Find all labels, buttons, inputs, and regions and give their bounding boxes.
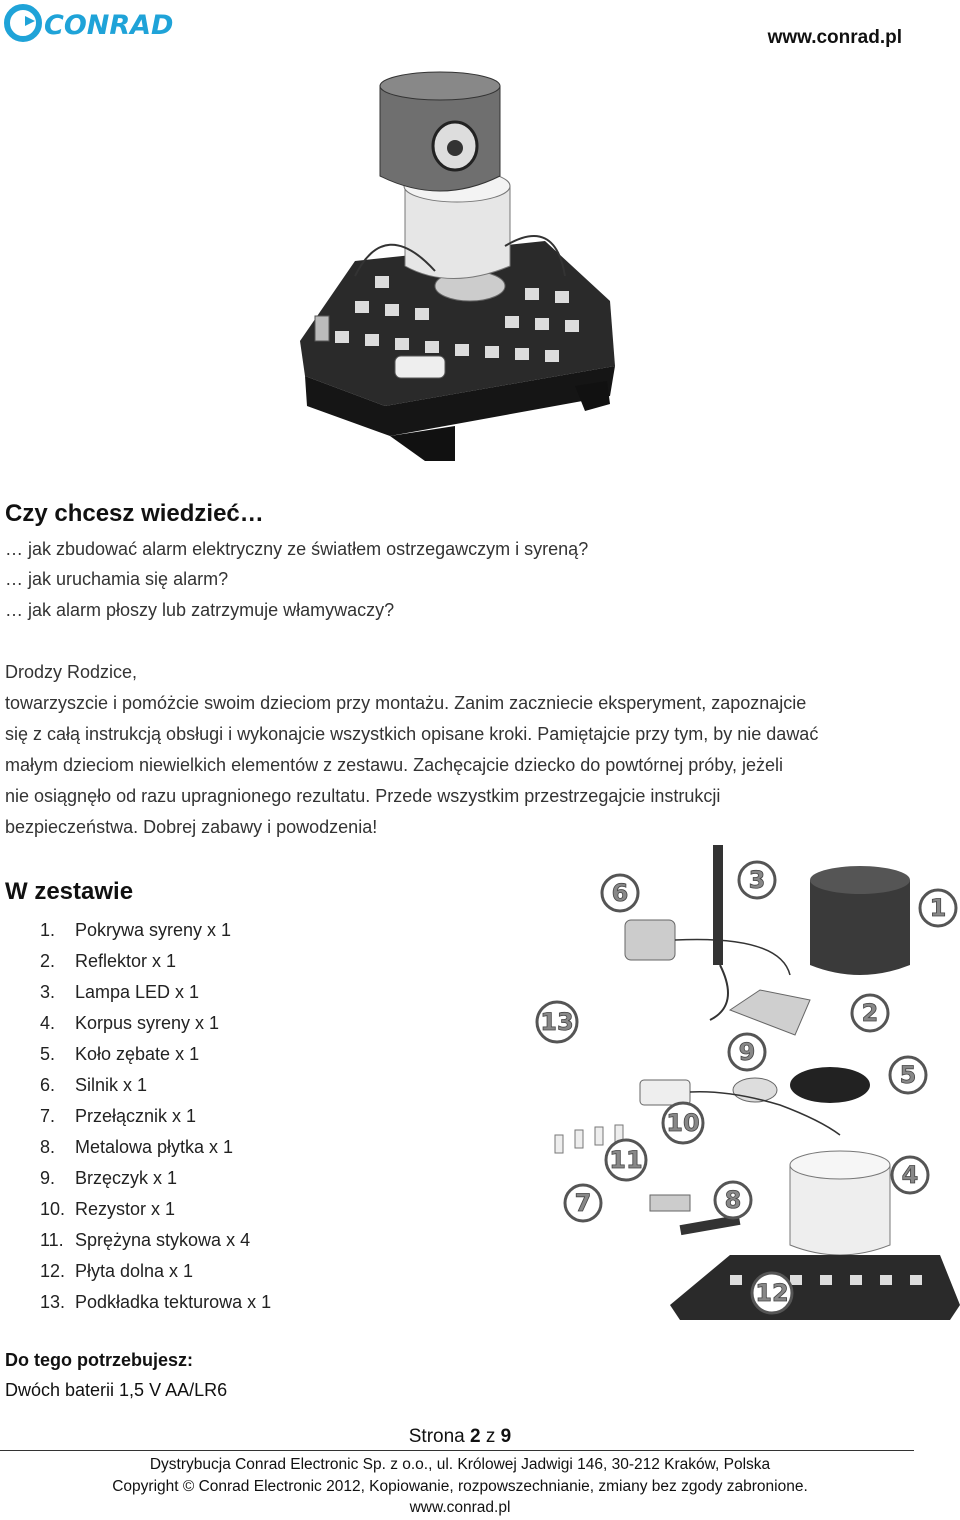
item-number: 4. bbox=[40, 1013, 56, 1033]
note-line-2: się z całą instrukcją obsługi i wykonajcie wszystkich opisane kroki. Pamiętajcie przy tym, by nie dawać bbox=[5, 724, 819, 744]
item-text: Reflektor x 1 bbox=[75, 951, 177, 971]
page-mid: z bbox=[480, 1426, 501, 1447]
site-url[interactable]: www.conrad.pl bbox=[767, 27, 902, 48]
page-total: 9 bbox=[500, 1426, 512, 1447]
list-item bbox=[40, 946, 271, 977]
part-label-2 bbox=[852, 995, 888, 1031]
list-item bbox=[40, 1008, 271, 1039]
item-text: Pokrywa syreny x 1 bbox=[75, 920, 232, 940]
part-label-5 bbox=[890, 1057, 926, 1093]
item-number: 6. bbox=[40, 1075, 56, 1095]
section-title-intro: Czy chcesz wiedzieć… bbox=[5, 500, 264, 527]
item-text: Koło zębate x 1 bbox=[75, 1044, 200, 1064]
item-number: 2. bbox=[40, 951, 56, 971]
item-text: Sprężyna stykowa x 4 bbox=[75, 1230, 251, 1250]
question-2: … jak uruchamia się alarm? bbox=[5, 569, 229, 589]
part-label-10 bbox=[663, 1103, 703, 1143]
item-text: Rezystor x 1 bbox=[75, 1199, 176, 1219]
part-label-8 bbox=[715, 1182, 751, 1218]
note-line-4: nie osiągnęło od razu upragnionego rezultatu. Przede wszystkim przestrzegajcie instrukcji bbox=[5, 786, 721, 806]
part-label-6 bbox=[602, 875, 638, 911]
list-item bbox=[40, 1287, 271, 1318]
item-number: 1. bbox=[40, 920, 56, 940]
list-item bbox=[40, 1163, 271, 1194]
svg-text:13: 13 bbox=[540, 1008, 574, 1036]
note-line-3: małym dzieciom niewielkich elementów z zestawu. Zachęcajcie dziecko do powtórnej próby, jeżeli bbox=[5, 755, 784, 775]
section-title-kit: W zestawie bbox=[5, 878, 134, 905]
svg-text:2: 2 bbox=[861, 999, 879, 1027]
page-current: 2 bbox=[470, 1426, 481, 1447]
logo-text: CONRAD bbox=[44, 10, 174, 41]
item-text: Metalowa płytka x 1 bbox=[75, 1137, 234, 1157]
item-number: 10. bbox=[40, 1199, 66, 1219]
page-number bbox=[0, 1426, 920, 1448]
part-label-3 bbox=[739, 862, 775, 898]
assembled-alarm-image bbox=[295, 66, 635, 476]
requirements-text: Dwóch baterii 1,5 V AA/LR6 bbox=[5, 1380, 228, 1400]
conrad-logo bbox=[4, 2, 174, 44]
part-label-9 bbox=[729, 1034, 765, 1070]
item-number: 13. bbox=[40, 1292, 66, 1312]
part-label-12 bbox=[752, 1273, 792, 1313]
svg-text:8: 8 bbox=[724, 1186, 742, 1214]
item-text: Podkładka tekturowa x 1 bbox=[75, 1292, 272, 1312]
item-number: 11. bbox=[40, 1230, 64, 1250]
question-3: … jak alarm płoszy lub zatrzymuje włamywaczy? bbox=[5, 600, 395, 620]
part-label-11 bbox=[606, 1140, 646, 1180]
svg-text:7: 7 bbox=[574, 1189, 592, 1217]
part-label-13 bbox=[537, 1002, 577, 1042]
note-line-1: towarzyszcie i pomóżcie swoim dzieciom przy montażu. Zanim zaczniecie eksperyment, zapoznajcie bbox=[5, 693, 807, 713]
list-item bbox=[40, 915, 271, 946]
list-item bbox=[40, 1132, 271, 1163]
parents-note bbox=[5, 657, 910, 843]
item-text: Korpus syreny x 1 bbox=[75, 1013, 220, 1033]
svg-text:9: 9 bbox=[738, 1038, 756, 1066]
item-number: 8. bbox=[40, 1137, 56, 1157]
item-text: Przełącznik x 1 bbox=[75, 1106, 197, 1126]
list-item bbox=[40, 1256, 271, 1287]
svg-text:11: 11 bbox=[609, 1146, 643, 1174]
item-number: 5. bbox=[40, 1044, 56, 1064]
svg-text:4: 4 bbox=[901, 1161, 919, 1189]
item-text: Brzęczyk x 1 bbox=[75, 1168, 178, 1188]
svg-text:1: 1 bbox=[929, 894, 947, 922]
parts-list bbox=[40, 915, 271, 1318]
part-label-1 bbox=[920, 890, 956, 926]
svg-text:5: 5 bbox=[899, 1061, 917, 1089]
svg-text:3: 3 bbox=[748, 866, 766, 894]
item-text: Lampa LED x 1 bbox=[75, 982, 200, 1002]
footer-divider bbox=[0, 1450, 914, 1451]
requirements-title: Do tego potrzebujesz: bbox=[5, 1350, 193, 1370]
list-item bbox=[40, 1039, 271, 1070]
item-text: Silnik x 1 bbox=[75, 1075, 148, 1095]
list-item bbox=[40, 1194, 271, 1225]
svg-text:6: 6 bbox=[611, 879, 629, 907]
list-item bbox=[40, 1101, 271, 1132]
item-number: 12. bbox=[40, 1261, 66, 1281]
footer-copyright: Copyright © Conrad Electronic 2012, Kopiowanie, rozpowszechnianie, zmiany bez zgody zabronione. bbox=[112, 1478, 808, 1495]
item-number: 9. bbox=[40, 1168, 56, 1188]
page-prefix: Strona bbox=[408, 1426, 471, 1447]
part-label-4 bbox=[892, 1157, 928, 1193]
part-label-7 bbox=[565, 1185, 601, 1221]
item-number: 7. bbox=[40, 1106, 56, 1126]
list-item bbox=[40, 1225, 271, 1256]
list-item bbox=[40, 1070, 271, 1101]
item-text: Płyta dolna x 1 bbox=[75, 1261, 194, 1281]
question-1: … jak zbudować alarm elektryczny ze światłem ostrzegawczym i syreną? bbox=[5, 539, 589, 559]
greeting: Drodzy Rodzice, bbox=[5, 662, 138, 682]
svg-text:10: 10 bbox=[666, 1109, 700, 1137]
footer-distributor: Dystrybucja Conrad Electronic Sp. z o.o., ul. Królowej Jadwigi 146, 30-212 Kraków, Polska bbox=[149, 1456, 771, 1473]
footer-site[interactable]: www.conrad.pl bbox=[409, 1499, 511, 1516]
note-line-5: bezpieczeństwa. Dobrej zabawy i powodzenia! bbox=[5, 817, 378, 837]
list-item bbox=[40, 977, 271, 1008]
item-number: 3. bbox=[40, 982, 56, 1002]
svg-text:12: 12 bbox=[755, 1279, 789, 1307]
exploded-parts-image bbox=[530, 835, 960, 1320]
